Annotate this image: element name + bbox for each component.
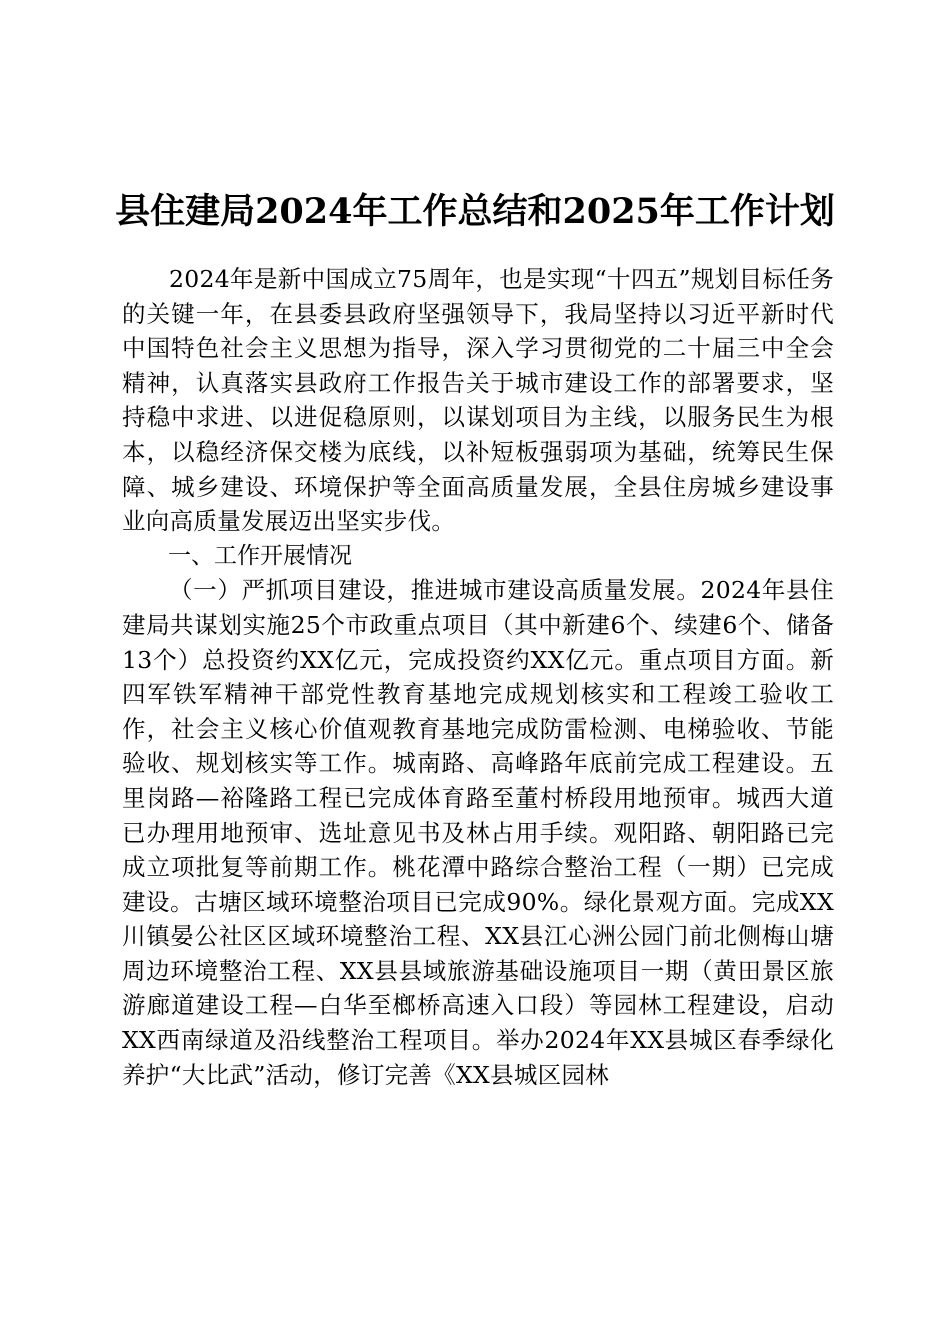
- section-heading: 一、工作开展情况: [168, 542, 352, 569]
- document-title: 县住建局2024年工作总结和2025年工作计划: [115, 191, 835, 232]
- section-paragraph: （一）严抓项目建设，推进城市建设高质量发展。2024年县住建局共谋划实施25个市政重点项目（其中新建6个、续建6个、储备13个）总投资约XX亿元，完成投资约XX亿元。重点项目方面。新四军铁军精神干部党性教育基地完成规划核实和工程竣工验收工作，社会主义核心价值观教育基地完成防雷检测、电梯验收、节能验收、规划核实等工作。城南路、高峰路年底前完成工程建设。五里岗路—裕隆路工程已完成体育路至董村桥段用地预审。城西大道已办理用地预审、选址意见书及林占用手续。观阳路、朝阳路已完成立项批复等前期工作。桃花潭中路综合整治工程（一期）已完成建设。古塘区域环境整治项目已完成90%。绿化景观方面。完成XX川镇晏公社区区域环境整治工程、XX县江心洲公园门前北侧梅山塘周边环境整治工程、XX县县域旅游基础设施项目一期（黄田景区旅游廊道建设工程—白华至榔桥高速入口段）等园林工程建设，启动XX西南绿道及沿线整治工程项目。举办2024年XX县城区春季绿化养护“大比武”活动，修订完善《XX县城区园林: [122, 576, 834, 1089]
- document-body: [122, 262, 834, 1092]
- intro-paragraph: 2024年是新中国成立75周年，也是实现“十四五”规划目标任务的关键一年，在县委县政府坚强领导下，我局坚持以习近平新时代中国特色社会主义思想为指导，深入学习贯彻党的二十届三中全会精神，认真落实县政府工作报告关于城市建设工作的部署要求，坚持稳中求进、以进促稳原则，以谋划项目为主线，以服务民生为根本，以稳经济保交楼为底线，以补短板强弱项为基础，统筹民生保障、城乡建设、环境保护等全面高质量发展，全县住房城乡建设事业向高质量发展迈出坚实步伐。: [122, 265, 834, 536]
